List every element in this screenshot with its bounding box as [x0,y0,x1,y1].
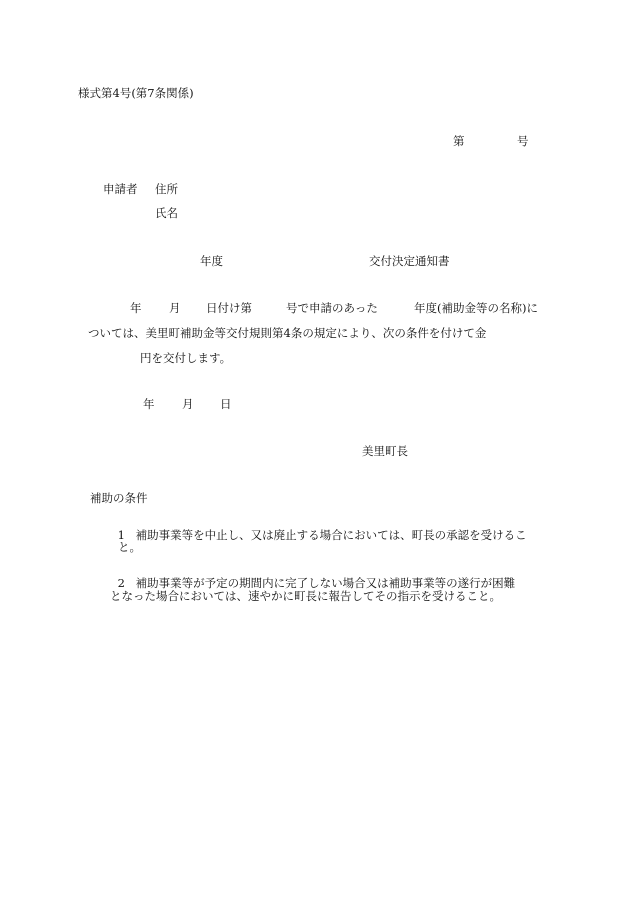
condition-text-line-2: となった場合においては、速やかに町長に報告してその指示を受けること。 [110,589,501,603]
condition-number: 2 [117,575,125,590]
document-number-prefix: 第 [453,134,465,148]
applicant-label: 申請者 [103,182,138,196]
condition-item [103,518,527,553]
body-month-label: 月 [169,301,181,315]
notice-title: 交付決定通知書 [369,254,450,268]
body-dated-label: 日付け第 [206,301,252,315]
body-year-label: 年 [130,301,142,315]
conditions-heading: 補助の条件 [90,491,148,505]
issue-date-year: 年 [143,397,155,411]
issue-date-month: 月 [182,397,194,411]
issuer-name: 美里町長 [362,444,408,458]
issue-date-day: 日 [220,397,232,411]
condition-text-line-1: 補助事業等を中止し、又は廃止する場合においては、町長の承認を受けるこ [135,527,527,542]
condition-text-line-1: 補助事業等が予定の期間内に完了しない場合又は補助事業等の遂行が困難 [135,575,516,590]
body-subsidy-year-label: 年度(補助金等の名称)に [414,301,538,315]
address-label: 住所 [155,182,178,196]
fiscal-year-label: 年度 [200,254,223,268]
condition-text-line-2: と。 [118,540,141,554]
name-label: 氏名 [155,206,178,220]
body-application-label: 号で申請のあった [286,301,378,315]
document-number-suffix: 号 [517,134,529,148]
condition-number: 1 [117,527,125,542]
form-title: 様式第4号(第7条関係) [78,86,194,100]
body-text-line-3: 円を交付します。 [140,351,232,365]
body-text-line-2: ついては、美里町補助金等交付規則第4条の規定により、次の条件を付けて金 [88,326,487,340]
